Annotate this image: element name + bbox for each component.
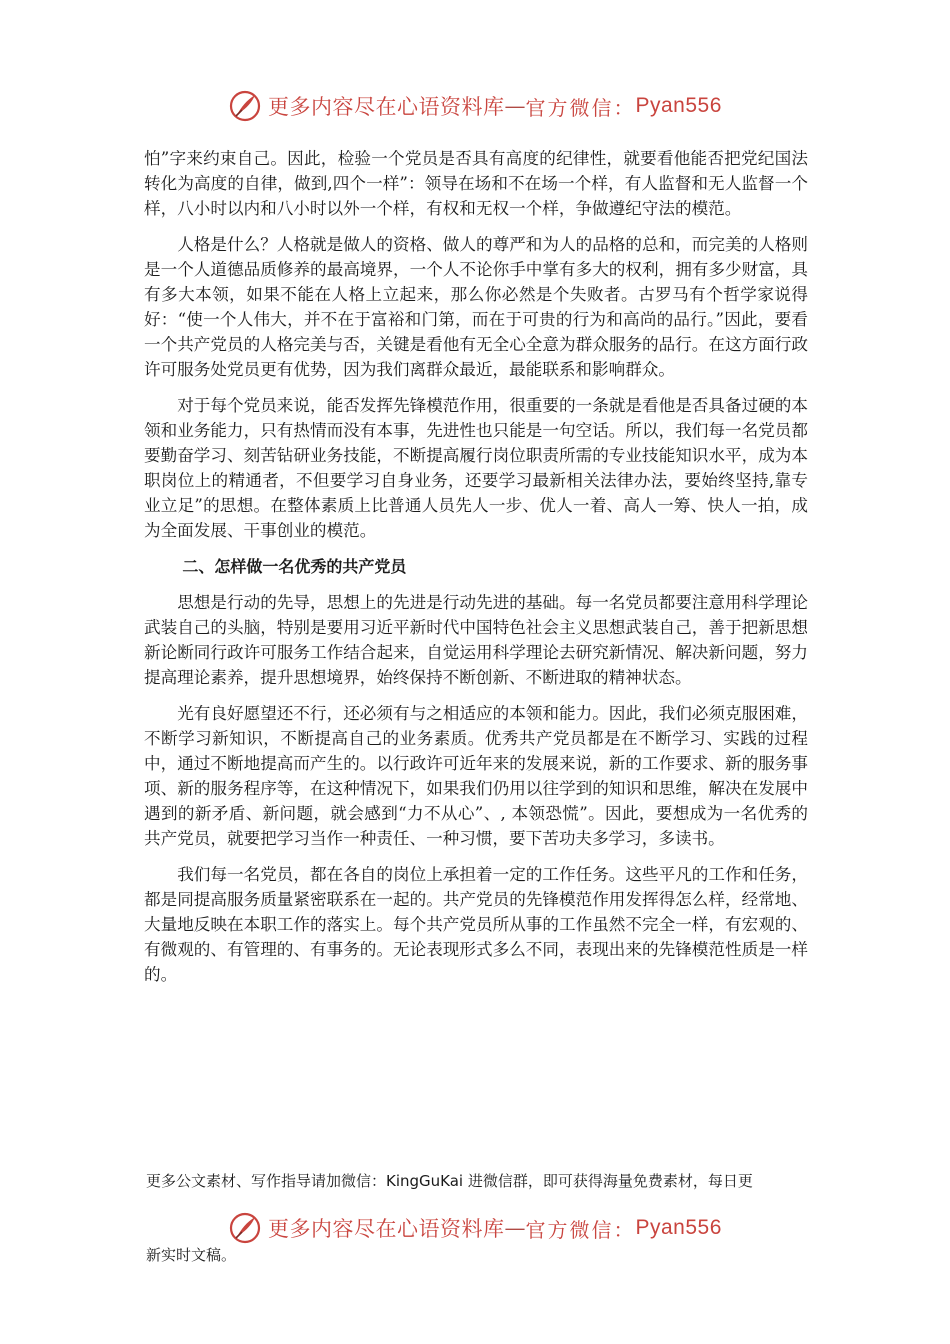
section-heading: 二、怎样做一名优秀的共产党员 <box>182 557 407 576</box>
feather-pen-logo-icon <box>228 1211 262 1245</box>
paragraph: 对于每个党员来说，能否发挥先锋模范作用，很重要的一条就是看他是否具备过硬的本领和业务能力，只有热情而没有本事，先进性也只能是一句空话。所以，我们每一名党员都要勤奋学习、刻苦钻研业务技能，不断提高履行岗位职责所需的专业技能知识水平，成为本职岗位上的精通者，不但要学习自身业务，还要学习最新相关法律办法，要始终坚持,靠专业立足”的思想。在整体素质上比普通人员先人一步、优人一着、高人一筹、快人一拍，成为全面发展、干事创业的模范。 <box>144 396 808 540</box>
watermark-dash: — <box>504 1216 526 1240</box>
document-body <box>144 146 808 998</box>
watermark-wechat-id: Pyan556 <box>635 94 722 117</box>
watermark-dash: — <box>504 94 526 118</box>
paragraph-continued: 怕”字来约束自己。因此，检验一个党员是否具有高度的纪律性，就要看他能否把党纪国法转化为高度的自律，做到,四个一样”：领导在场和不在场一个样，有人监督和无人监督一个样，八小时以内和八小时以外一个样，有权和无权一个样，争做遵纪守法的模范。 <box>144 149 808 218</box>
watermark-footer <box>228 1208 722 1248</box>
paragraph: 我们每一名党员，都在各自的岗位上承担着一定的工作任务。这些平凡的工作和任务，都是同提高服务质量紧密联系在一起的。共产党员的先锋模范作用发挥得怎么样，经常地、大量地反映在本职工作的落实上。每个共产党员所从事的工作虽然不完全一样，有宏观的、有微观的、有管理的、有事务的。无论表现形式多么不同，表现出来的先锋模范性质是一样的。 <box>144 865 808 984</box>
watermark-main-text: 更多内容尽在心语资料库 <box>268 95 505 119</box>
watermark-header <box>228 86 722 126</box>
watermark-main-text: 更多内容尽在心语资料库 <box>268 1217 505 1241</box>
feather-pen-logo-icon <box>228 89 262 123</box>
paragraph: 人格是什么？人格就是做人的资格、做人的尊严和为人的品格的总和，而完美的人格则是一个人道德品质修养的最高境界，一个人不论你手中掌有多大的权利，拥有多少财富，具有多大本领，如果不能在人格上立起来，那么你必然是个失败者。古罗马有个哲学家说得好：“使一个人伟大，并不在于富裕和门第，而在于可贵的行为和高尚的品行。”因此，要看一个共产党员的人格完美与否，关键是看他有无全心全意为群众服务的品行。在这方面行政许可服务处党员更有优势，因为我们离群众最近，最能联系和影响群众。 <box>144 235 808 379</box>
watermark-official-label: 官方微信： <box>525 1217 636 1242</box>
paragraph: 思想是行动的先导，思想上的先进是行动先进的基础。每一名党员都要注意用科学理论武装自己的头脑，特别是要用习近平新时代中国特色社会主义思想武装自己，善于把新思想新论断同行政许可服务工作结合起来，自觉运用科学理论去研究新情况、解决新问题，努力提高理论素养，提升思想境界，始终保持不断创新、不断进取的精神状态。 <box>144 593 808 687</box>
footer-promo-line-continued: 新实时文稿。 <box>146 1246 237 1264</box>
watermark-wechat-id: Pyan556 <box>635 1216 722 1239</box>
watermark-official-label: 官方微信： <box>525 95 636 120</box>
footer-promo-line: 更多公文素材、写作指导请加微信：KingGuKai 进微信群，即可获得海量免费素材，每日更 <box>146 1172 753 1190</box>
paragraph: 光有良好愿望还不行，还必须有与之相适应的本领和能力。因此，我们必须克服困难，不断学习新知识，不断提高自己的业务素质。优秀共产党员都是在不断学习、实践的过程中，通过不断地提高而产生的。以行政许可近年来的发展来说，新的工作要求、新的服务事项、新的服务程序等，在这种情况下，如果我们仍用以往学到的知识和思维，解决在发展中遇到的新矛盾、新问题，就会感到“力不从心”、, 本领恐慌”。因此，要想成为一名优秀的共产党员，就要把学习当作一种责任、一种习惯，要下苦功夫多学习，多读书。 <box>144 704 808 848</box>
